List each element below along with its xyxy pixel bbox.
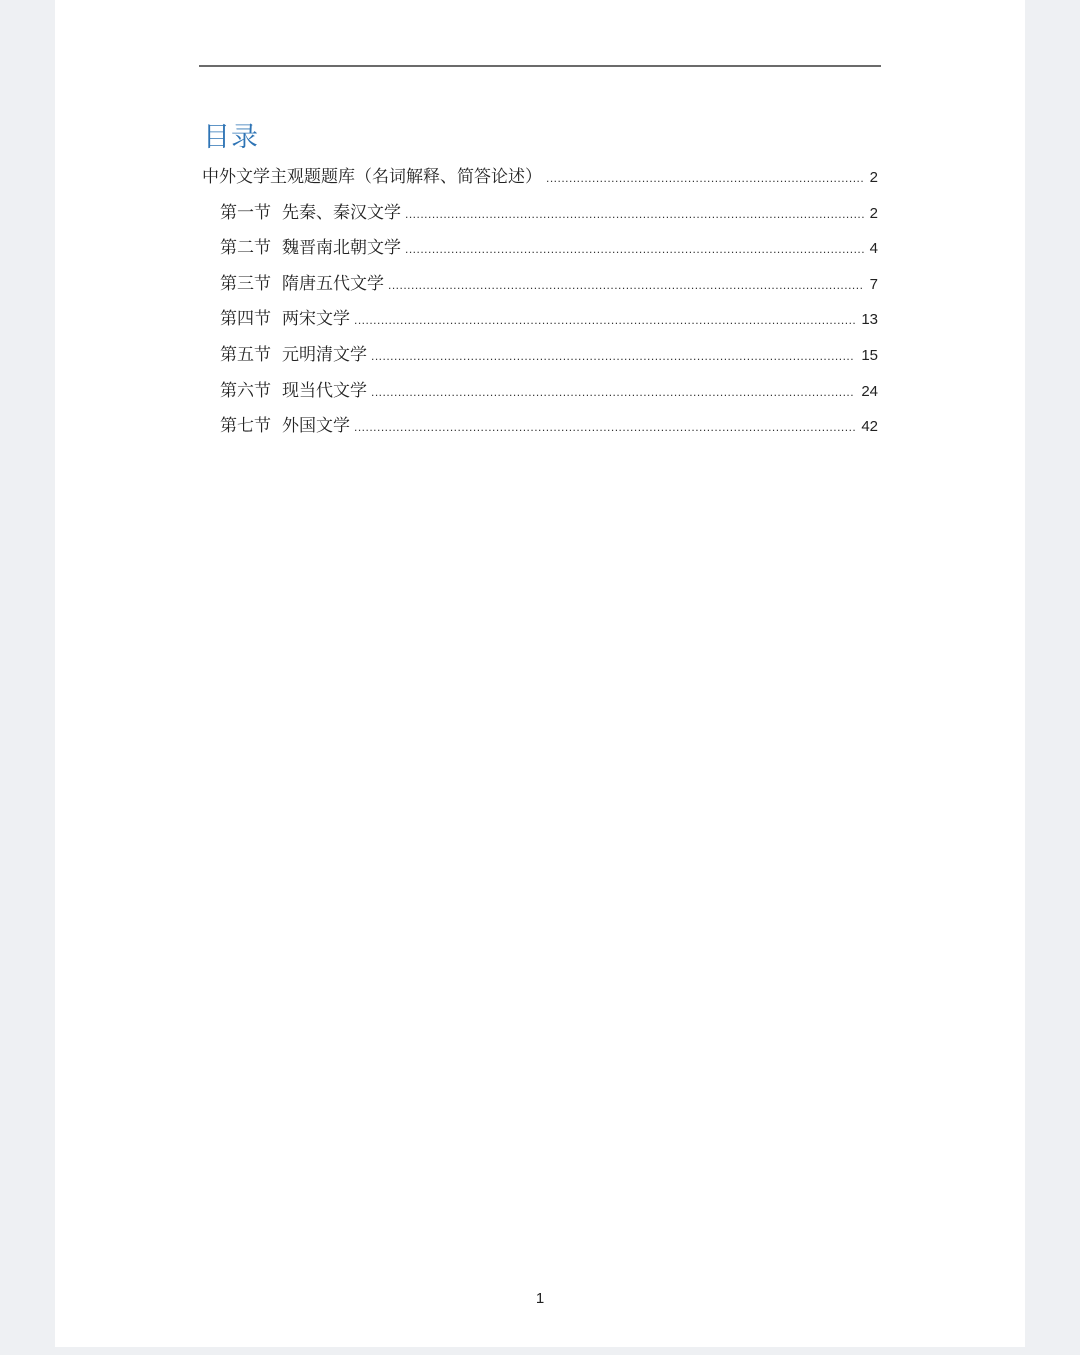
toc-leader-dots — [371, 385, 855, 399]
toc-entry-title: 中外文学主观题题库（名词解释、简答论述） — [202, 167, 542, 187]
toc-entry-section-number: 第五节 — [220, 344, 271, 365]
toc-entry-page: 7 — [869, 275, 878, 293]
toc-entry-page: 13 — [861, 311, 878, 329]
toc-leader-dots — [371, 349, 855, 363]
toc-title: 目录 — [203, 122, 259, 153]
toc-leader-dots — [354, 313, 855, 327]
toc-entry-title: 先秦、秦汉文学 — [282, 202, 401, 223]
toc-entry-section-number: 第六节 — [220, 380, 271, 401]
toc-entry-title: 魏晋南北朝文学 — [282, 238, 401, 259]
toc-entry-page: 15 — [861, 346, 878, 364]
table-of-contents — [202, 162, 878, 447]
toc-entry-section-number: 第三节 — [220, 273, 271, 294]
toc-entry-title: 元明清文学 — [282, 344, 367, 365]
toc-entry-section-number: 第一节 — [220, 202, 271, 223]
toc-entry-page: 2 — [869, 204, 878, 222]
toc-entry-section-4[interactable] — [202, 304, 878, 340]
toc-entry-section-6[interactable] — [202, 376, 878, 412]
toc-entry-title: 两宋文学 — [282, 309, 350, 330]
toc-entry-section-5[interactable] — [202, 340, 878, 376]
page-number: 1 — [535, 1290, 545, 1307]
toc-entry-section-number: 第四节 — [220, 309, 271, 330]
toc-entry-section-3[interactable] — [202, 269, 878, 305]
toc-entry-page: 4 — [869, 240, 878, 258]
toc-entry-title: 隋唐五代文学 — [282, 273, 384, 294]
toc-entry-title: 现当代文学 — [282, 380, 367, 401]
toc-entry-title: 外国文学 — [282, 416, 350, 437]
toc-entry-page: 24 — [861, 382, 878, 400]
header-rule — [199, 65, 881, 67]
toc-leader-dots — [354, 420, 855, 434]
toc-leader-dots — [405, 207, 864, 221]
toc-entry-section-2[interactable] — [202, 233, 878, 269]
toc-entry-section-7[interactable] — [202, 411, 878, 447]
toc-entry-main[interactable] — [202, 162, 878, 198]
toc-leader-dots — [388, 278, 864, 292]
toc-entry-section-1[interactable] — [202, 198, 878, 234]
toc-entry-section-number: 第七节 — [220, 416, 271, 437]
toc-leader-dots — [405, 242, 864, 256]
toc-leader-dots — [546, 171, 864, 185]
document-page — [55, 0, 1025, 1347]
toc-entry-page: 42 — [861, 418, 878, 436]
toc-entry-page: 2 — [869, 169, 878, 186]
toc-entry-section-number: 第二节 — [220, 238, 271, 259]
